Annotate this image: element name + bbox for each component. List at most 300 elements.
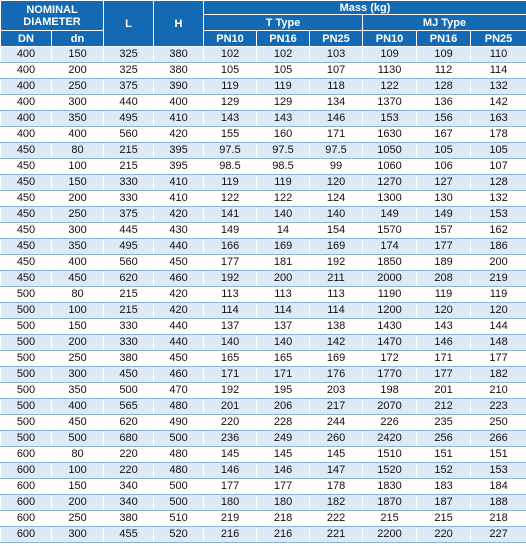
dn-small-cell: 100	[52, 463, 104, 479]
dn-small-cell: 150	[52, 175, 104, 191]
mj-pn25-cell: 148	[471, 335, 526, 351]
table-row	[1, 79, 526, 95]
table-row	[1, 399, 526, 415]
mj-pn10-cell: 122	[363, 79, 417, 95]
t-pn10-cell: 219	[204, 511, 257, 527]
h-cell: 490	[154, 415, 204, 431]
mj-pn25-cell: 105	[471, 143, 526, 159]
h-cell: 440	[154, 335, 204, 351]
t-pn16-cell: 122	[257, 191, 310, 207]
dn-small-cell: 200	[52, 335, 104, 351]
dn-small-cell: 80	[52, 447, 104, 463]
table-row	[1, 143, 526, 159]
l-cell: 340	[104, 479, 154, 495]
mj-pn25-cell: 218	[471, 511, 526, 527]
mj-pn16-cell: 156	[417, 111, 471, 127]
l-cell: 455	[104, 527, 154, 543]
h-cell: 395	[154, 159, 204, 175]
dn-small-cell: 400	[52, 255, 104, 271]
t-pn16-cell: 177	[257, 479, 310, 495]
h-cell: 450	[154, 351, 204, 367]
dn-cell: 600	[1, 527, 52, 543]
l-cell: 215	[104, 303, 154, 319]
l-cell: 330	[104, 191, 154, 207]
dn-cell: 500	[1, 303, 52, 319]
t-pn25-cell: 211	[310, 271, 363, 287]
l-cell: 380	[104, 351, 154, 367]
dn-small-cell: 450	[52, 415, 104, 431]
dn-cell: 400	[1, 111, 52, 127]
mj-pn16-cell: 208	[417, 271, 471, 287]
dn-cell: 600	[1, 511, 52, 527]
dn-cell: 400	[1, 79, 52, 95]
table-row	[1, 255, 526, 271]
l-cell: 620	[104, 271, 154, 287]
t-pn25-cell: 140	[310, 207, 363, 223]
t-pn16-cell: 216	[257, 527, 310, 543]
h-cell: 500	[154, 495, 204, 511]
h-cell: 410	[154, 175, 204, 191]
t-pn16-cell: 140	[257, 207, 310, 223]
l-cell: 620	[104, 415, 154, 431]
h-cell: 390	[154, 79, 204, 95]
table-body	[1, 47, 526, 543]
l-cell: 565	[104, 399, 154, 415]
t-pn10-cell: 141	[204, 207, 257, 223]
l-cell: 680	[104, 431, 154, 447]
dn-small-cell: 200	[52, 191, 104, 207]
mj-pn25-cell: 151	[471, 447, 526, 463]
h-cell: 410	[154, 191, 204, 207]
mj-pn16-cell: 130	[417, 191, 471, 207]
table-row	[1, 303, 526, 319]
t-pn10-cell: 113	[204, 287, 257, 303]
table-row	[1, 495, 526, 511]
dn-cell: 450	[1, 143, 52, 159]
t-pn25-cell: 124	[310, 191, 363, 207]
dn-cell: 500	[1, 415, 52, 431]
mj-pn10-cell: 1520	[363, 463, 417, 479]
dn-cell: 500	[1, 351, 52, 367]
t-pn25-cell: 103	[310, 47, 363, 63]
dn-small-cell: 400	[52, 399, 104, 415]
t-pn25-cell: 97.5	[310, 143, 363, 159]
mj-pn16-cell: 201	[417, 383, 471, 399]
mj-pn10-cell: 1190	[363, 287, 417, 303]
mj-pn10-cell: 172	[363, 351, 417, 367]
table-row	[1, 447, 526, 463]
dn-small-cell: 300	[52, 223, 104, 239]
dn-cell: 400	[1, 47, 52, 63]
t-pn10-cell: 216	[204, 527, 257, 543]
t-pn16-cell: 180	[257, 495, 310, 511]
t-pn16-cell: 200	[257, 271, 310, 287]
mj-pn16-cell: 189	[417, 255, 471, 271]
h-cell: 430	[154, 223, 204, 239]
mj-pn16-cell: 109	[417, 47, 471, 63]
table-row	[1, 319, 526, 335]
h-cell: 420	[154, 303, 204, 319]
table-row	[1, 63, 526, 79]
l-cell: 340	[104, 495, 154, 511]
mj-pn10-cell: 1770	[363, 367, 417, 383]
l-cell: 215	[104, 143, 154, 159]
t-pn10-cell: 155	[204, 127, 257, 143]
h-cell: 480	[154, 399, 204, 415]
h-cell: 440	[154, 319, 204, 335]
dn-small-cell: 350	[52, 383, 104, 399]
t-pn10-cell: 122	[204, 191, 257, 207]
dn-small-cell: 350	[52, 111, 104, 127]
table-row	[1, 335, 526, 351]
l-cell: 330	[104, 175, 154, 191]
t-pn25-cell: 99	[310, 159, 363, 175]
t-pn25-cell: 176	[310, 367, 363, 383]
dn-small-cell: 300	[52, 367, 104, 383]
t-pn16-cell: 129	[257, 95, 310, 111]
mj-pn25-cell: 227	[471, 527, 526, 543]
dn-cell: 500	[1, 319, 52, 335]
mj-pn16-cell: 152	[417, 463, 471, 479]
table-row	[1, 463, 526, 479]
l-cell: 215	[104, 159, 154, 175]
t-pn10-cell: 129	[204, 95, 257, 111]
t-pn25-cell: 221	[310, 527, 363, 543]
mj-pn16-cell: 177	[417, 239, 471, 255]
t-pn10-cell: 149	[204, 223, 257, 239]
table-row	[1, 431, 526, 447]
t-pn25-cell: 107	[310, 63, 363, 79]
mj-pn25-cell: 188	[471, 495, 526, 511]
dn-cell: 450	[1, 239, 52, 255]
h-cell: 460	[154, 367, 204, 383]
t-pn10-cell: 177	[204, 479, 257, 495]
l-cell: 325	[104, 63, 154, 79]
t-pn16-cell: 146	[257, 463, 310, 479]
h-cell: 440	[154, 239, 204, 255]
mj-pn25-cell: 107	[471, 159, 526, 175]
dn-small-cell: 150	[52, 479, 104, 495]
dn-small-cell: 80	[52, 287, 104, 303]
mj-pn10-cell: 1200	[363, 303, 417, 319]
dn-cell: 500	[1, 287, 52, 303]
dn-small-cell: 200	[52, 495, 104, 511]
dn-small-cell: 400	[52, 127, 104, 143]
dn-small-cell: 200	[52, 63, 104, 79]
t-pn16-cell: 97.5	[257, 143, 310, 159]
h-cell: 395	[154, 143, 204, 159]
t-pn25-cell: 120	[310, 175, 363, 191]
dn-cell: 450	[1, 223, 52, 239]
mj-pn25-cell: 110	[471, 47, 526, 63]
dn-small-cell: 500	[52, 431, 104, 447]
mj-pn10-cell: 109	[363, 47, 417, 63]
table-row	[1, 175, 526, 191]
t-pn10-cell: 119	[204, 175, 257, 191]
h-cell: 470	[154, 383, 204, 399]
h-cell: 380	[154, 63, 204, 79]
mj-pn25-cell: 142	[471, 95, 526, 111]
dn-header: DN	[1, 31, 52, 47]
dn-cell: 500	[1, 367, 52, 383]
mj-pn16-cell: 119	[417, 287, 471, 303]
l-cell: 375	[104, 79, 154, 95]
table-row	[1, 207, 526, 223]
mj-pn10-cell: 1870	[363, 495, 417, 511]
mj-pn16-cell: 151	[417, 447, 471, 463]
mj-pn10-cell: 1270	[363, 175, 417, 191]
dn-cell: 450	[1, 207, 52, 223]
mj-pn16-cell: 149	[417, 207, 471, 223]
t-pn16-cell: 181	[257, 255, 310, 271]
t-pn10-cell: 180	[204, 495, 257, 511]
mj-pn10-cell: 2200	[363, 527, 417, 543]
dn-small-header: dn	[52, 31, 104, 47]
t-pn16-cell: 218	[257, 511, 310, 527]
l-cell: 380	[104, 511, 154, 527]
h-cell: 380	[154, 47, 204, 63]
dn-cell: 600	[1, 463, 52, 479]
t-pn16-cell: 140	[257, 335, 310, 351]
nominal-diameter-header: NOMINAL DIAMETER	[1, 1, 104, 31]
t-pn16-cell: 171	[257, 367, 310, 383]
mj-pn25-cell: 178	[471, 127, 526, 143]
l-header: L	[104, 1, 154, 47]
dn-cell: 450	[1, 255, 52, 271]
mj-pn16-cell: 177	[417, 367, 471, 383]
t-pn16-cell: 113	[257, 287, 310, 303]
mj-pn16-cell: 220	[417, 527, 471, 543]
mj-pn25-cell: 120	[471, 303, 526, 319]
t-pn25-cell: 260	[310, 431, 363, 447]
mj-pn10-cell: 1130	[363, 63, 417, 79]
table-row	[1, 271, 526, 287]
t-pn16-cell: 102	[257, 47, 310, 63]
t-pn25-cell: 192	[310, 255, 363, 271]
table-row	[1, 415, 526, 431]
mj-pn25-cell: 219	[471, 271, 526, 287]
l-cell: 495	[104, 111, 154, 127]
dn-cell: 600	[1, 447, 52, 463]
dn-cell: 600	[1, 479, 52, 495]
mj-pn25-cell: 223	[471, 399, 526, 415]
mj-pn25-cell: 163	[471, 111, 526, 127]
table-row	[1, 511, 526, 527]
mj-pn16-cell: 235	[417, 415, 471, 431]
mj-pn10-cell: 1570	[363, 223, 417, 239]
t-pn10-cell: 145	[204, 447, 257, 463]
t-pn25-cell: 147	[310, 463, 363, 479]
table-row	[1, 159, 526, 175]
mj-pn25-cell: 182	[471, 367, 526, 383]
t-pn25-cell: 222	[310, 511, 363, 527]
mj-pn10-cell: 1510	[363, 447, 417, 463]
l-cell: 495	[104, 239, 154, 255]
mj-pn16-cell: 105	[417, 143, 471, 159]
mj-pn25-cell: 266	[471, 431, 526, 447]
table-row	[1, 111, 526, 127]
table-row	[1, 223, 526, 239]
t-pn10-cell: 201	[204, 399, 257, 415]
dn-small-cell: 300	[52, 95, 104, 111]
t-pn25-cell: 114	[310, 303, 363, 319]
t-pn25-header: PN25	[310, 31, 363, 47]
dn-cell: 400	[1, 95, 52, 111]
t-pn25-cell: 145	[310, 447, 363, 463]
mj-pn16-cell: 112	[417, 63, 471, 79]
h-cell: 450	[154, 255, 204, 271]
t-pn10-header: PN10	[204, 31, 257, 47]
dn-small-cell: 250	[52, 79, 104, 95]
mj-pn10-cell: 215	[363, 511, 417, 527]
t-pn25-cell: 203	[310, 383, 363, 399]
mj-pn16-cell: 143	[417, 319, 471, 335]
l-cell: 220	[104, 463, 154, 479]
dn-small-cell: 300	[52, 527, 104, 543]
mj-pn10-cell: 1630	[363, 127, 417, 143]
t-pn16-cell: 249	[257, 431, 310, 447]
t-pn10-cell: 192	[204, 271, 257, 287]
t-pn16-cell: 137	[257, 319, 310, 335]
t-pn16-cell: 165	[257, 351, 310, 367]
mj-pn25-cell: 186	[471, 239, 526, 255]
mj-pn16-cell: 106	[417, 159, 471, 175]
t-pn25-cell: 113	[310, 287, 363, 303]
t-pn16-cell: 114	[257, 303, 310, 319]
mj-pn10-cell: 2000	[363, 271, 417, 287]
t-pn16-header: PN16	[257, 31, 310, 47]
t-pn10-cell: 97.5	[204, 143, 257, 159]
table-row	[1, 479, 526, 495]
t-pn25-cell: 134	[310, 95, 363, 111]
mj-pn10-cell: 1850	[363, 255, 417, 271]
mj-pn25-cell: 210	[471, 383, 526, 399]
dn-small-cell: 150	[52, 47, 104, 63]
h-cell: 420	[154, 287, 204, 303]
t-pn25-cell: 146	[310, 111, 363, 127]
table-row	[1, 367, 526, 383]
mj-pn25-cell: 119	[471, 287, 526, 303]
dn-cell: 500	[1, 431, 52, 447]
dn-cell: 450	[1, 191, 52, 207]
dn-cell: 600	[1, 495, 52, 511]
dn-cell: 400	[1, 63, 52, 79]
l-cell: 220	[104, 447, 154, 463]
mj-pn16-cell: 256	[417, 431, 471, 447]
h-cell: 520	[154, 527, 204, 543]
l-cell: 445	[104, 223, 154, 239]
t-pn25-cell: 182	[310, 495, 363, 511]
t-pn16-cell: 169	[257, 239, 310, 255]
mj-pn25-cell: 132	[471, 191, 526, 207]
mj-pn25-cell: 184	[471, 479, 526, 495]
mj-pn16-cell: 215	[417, 511, 471, 527]
mj-pn25-cell: 132	[471, 79, 526, 95]
h-cell: 480	[154, 447, 204, 463]
t-pn10-cell: 146	[204, 463, 257, 479]
dn-small-cell: 100	[52, 159, 104, 175]
mj-pn10-cell: 226	[363, 415, 417, 431]
dn-small-cell: 250	[52, 207, 104, 223]
table-row	[1, 527, 526, 543]
mj-pn10-cell: 153	[363, 111, 417, 127]
mj-pn10-cell: 1300	[363, 191, 417, 207]
mass-header: Mass (kg)	[204, 1, 526, 15]
t-pn16-cell: 105	[257, 63, 310, 79]
t-pn16-cell: 119	[257, 79, 310, 95]
mj-pn25-cell: 153	[471, 463, 526, 479]
mj-pn10-cell: 1050	[363, 143, 417, 159]
mj-pn16-cell: 146	[417, 335, 471, 351]
t-pn10-cell: 98.5	[204, 159, 257, 175]
table-row	[1, 287, 526, 303]
mj-type-header: MJ Type	[363, 15, 526, 31]
mj-pn16-cell: 183	[417, 479, 471, 495]
h-cell: 460	[154, 271, 204, 287]
t-pn16-cell: 206	[257, 399, 310, 415]
mj-pn25-cell: 144	[471, 319, 526, 335]
t-pn25-cell: 178	[310, 479, 363, 495]
t-pn16-cell: 14	[257, 223, 310, 239]
t-pn25-cell: 142	[310, 335, 363, 351]
l-cell: 375	[104, 207, 154, 223]
dn-cell: 450	[1, 271, 52, 287]
table-row	[1, 239, 526, 255]
h-cell: 500	[154, 431, 204, 447]
l-cell: 215	[104, 287, 154, 303]
mj-pn10-cell: 1470	[363, 335, 417, 351]
mj-pn16-cell: 187	[417, 495, 471, 511]
t-pn10-cell: 105	[204, 63, 257, 79]
table-row	[1, 95, 526, 111]
mj-pn25-cell: 153	[471, 207, 526, 223]
dn-small-cell: 250	[52, 511, 104, 527]
t-pn10-cell: 143	[204, 111, 257, 127]
l-cell: 325	[104, 47, 154, 63]
mj-pn16-header: PN16	[417, 31, 471, 47]
h-cell: 480	[154, 463, 204, 479]
t-pn25-cell: 169	[310, 239, 363, 255]
t-pn10-cell: 119	[204, 79, 257, 95]
dn-small-cell: 80	[52, 143, 104, 159]
dn-small-cell: 100	[52, 303, 104, 319]
t-pn10-cell: 177	[204, 255, 257, 271]
t-pn16-cell: 143	[257, 111, 310, 127]
t-type-header: T Type	[204, 15, 363, 31]
mj-pn25-header: PN25	[471, 31, 526, 47]
t-pn16-cell: 228	[257, 415, 310, 431]
mj-pn10-cell: 2070	[363, 399, 417, 415]
mj-pn10-cell: 1370	[363, 95, 417, 111]
mj-pn25-cell: 250	[471, 415, 526, 431]
mj-pn16-cell: 212	[417, 399, 471, 415]
t-pn16-cell: 160	[257, 127, 310, 143]
mj-pn25-cell: 177	[471, 351, 526, 367]
mj-pn16-cell: 127	[417, 175, 471, 191]
l-cell: 560	[104, 255, 154, 271]
l-cell: 500	[104, 383, 154, 399]
table-row	[1, 191, 526, 207]
t-pn10-cell: 165	[204, 351, 257, 367]
l-cell: 330	[104, 319, 154, 335]
l-cell: 330	[104, 335, 154, 351]
t-pn25-cell: 154	[310, 223, 363, 239]
mj-pn10-cell: 1830	[363, 479, 417, 495]
t-pn10-cell: 166	[204, 239, 257, 255]
dn-small-cell: 250	[52, 351, 104, 367]
mj-pn10-cell: 149	[363, 207, 417, 223]
t-pn10-cell: 171	[204, 367, 257, 383]
